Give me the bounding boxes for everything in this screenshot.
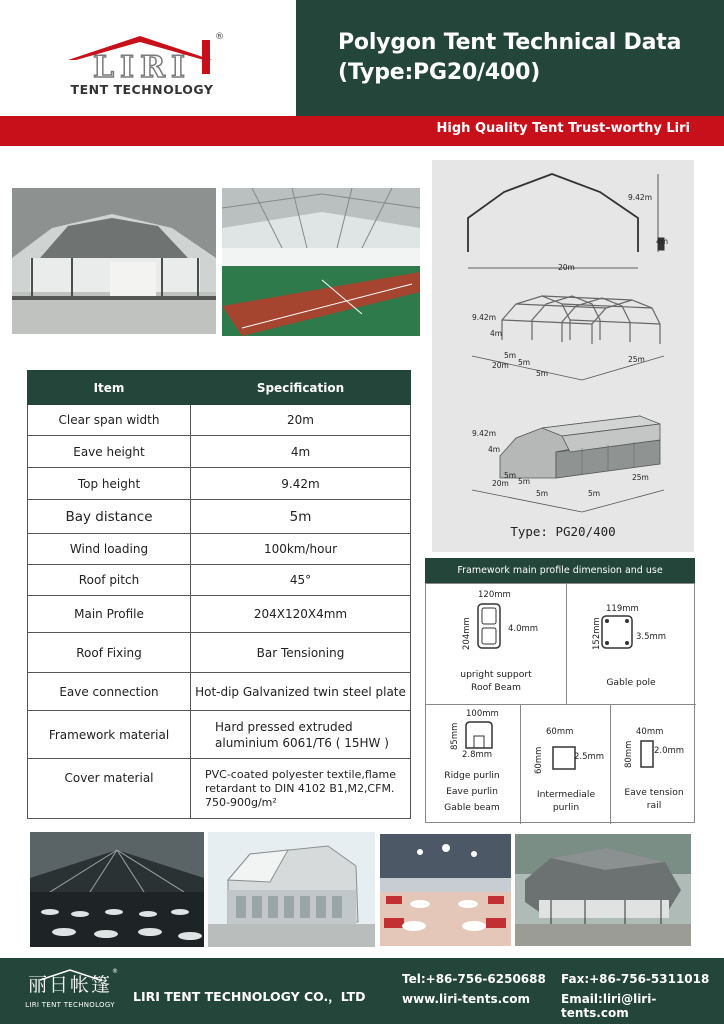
covered-bay-3: 5m [536,489,549,498]
footer-logo-chinese: 丽日帐篷 [27,974,112,996]
liri-logo [62,32,222,98]
divider [566,584,567,704]
spec-cell: 4m [191,436,411,468]
email-link[interactable]: Email:liri@liri-tents.com [561,992,657,1020]
type-caption: Type: PG20/400 [510,524,616,539]
item-cell: Roof pitch [28,565,191,596]
company-name: LIRI TENT TECHNOLOGY CO.，LTD [133,989,366,1004]
profile5-use: Eave tension rail [624,787,684,811]
spec-cell: PVC-coated polyester textile,flame retardant to DIN 4102 B1,M2,CFM. 750-900g/m² [191,759,411,819]
item-cell: Bay distance [28,500,191,534]
table-row [28,436,411,468]
footer-registered-mark: ® [112,968,118,975]
table-row [28,500,411,534]
profile4-width: 60mm [546,727,574,737]
item-cell: Wind loading [28,534,191,565]
profile3-thickness: 2.8mm [462,750,493,760]
profile2-use: Gable pole [606,677,656,688]
covered-top-label: 9.42m [472,429,497,438]
header-item: Item [28,371,191,405]
tent-exterior-photo [208,832,375,947]
table-row [28,596,411,633]
table-row [28,405,411,436]
spec-cell: Hard pressed extruded aluminium 6061/T6 ( 15HW ) [191,711,411,759]
profile5-width: 40mm [636,727,664,737]
profile4-height: 60mm [534,746,544,774]
item-cell: Eave height [28,436,191,468]
profile3-width: 100mm [466,709,499,719]
table-row [28,468,411,500]
profile-section-icon [470,600,510,656]
table-row [28,711,411,759]
framework-title: Framework main profile dimension and use [425,558,695,583]
logo-subtitle: TENT TECHNOLOGY [70,82,214,97]
profile2-width: 119mm [606,604,639,614]
page-title: Polygon Tent Technical Data (Type:PG20/400) [338,30,682,85]
spec-cell: 9.42m [191,468,411,500]
tent-construction-photo [515,834,691,946]
item-cell: Roof Fixing [28,633,191,673]
profile1-thickness: 4.0mm [508,624,539,634]
tennis-court-photo [222,188,420,336]
spec-cell: Bar Tensioning [191,633,411,673]
banquet-hall-photo [30,832,204,947]
header-specification: Specification [191,371,411,405]
frame-bay-1: 5m [504,351,517,360]
spec-cell: Hot-dip Galvanized twin steel plate [191,673,411,711]
table-row [28,534,411,565]
framework-panel [425,583,695,823]
item-cell: Main Profile [28,596,191,633]
covered-bay-1: 5m [504,471,517,480]
profile1-width: 120mm [478,590,511,600]
profile5-height: 80mm [624,740,634,768]
tagline: High Quality Tent Trust-worthy Liri [436,121,690,136]
profile3-use: Ridge purlin Eave purlin Gable beam [444,770,500,813]
frame-eave-label: 4m [490,329,503,338]
spec-cell: 204X120X4mm [191,596,411,633]
profile1-height: 204mm [462,617,472,650]
frame-width-label: 20m [492,361,509,370]
footer-logo-english: LIRI TENT TECHNOLOGY [25,1001,115,1009]
tent-interior-photo [12,188,216,334]
profile-section-icon [598,612,638,656]
fax: Fax:+86-756-5311018 [561,972,710,986]
profile4-thickness: 2.5mm [574,752,605,762]
front-eave-label: 4m [656,237,669,246]
registered-mark: ® [215,32,224,42]
covered-bay-2: 5m [518,477,531,486]
front-span-label: 20m [558,263,575,272]
spec-cell: 45° [191,565,411,596]
covered-length-label: 25m [632,473,649,482]
divider [426,704,696,705]
front-height-label: 9.42m [628,193,653,202]
footer-logo [22,968,118,1014]
profile4-use: Intermediale purlin [536,789,596,813]
spec-cell: 5m [191,500,411,534]
covered-width-label: 20m [492,479,509,488]
profile2-thickness: 3.5mm [636,632,667,642]
profile5-thickness: 2.0mm [654,746,685,756]
frame-length-label: 25m [628,355,645,364]
item-cell: Framework material [28,711,191,759]
telephone: Tel:+86-756-6250688 [402,972,546,986]
item-cell: Eave connection [28,673,191,711]
item-cell: Clear span width [28,405,191,436]
item-cell: Cover material [28,759,191,819]
profile-section-icon [462,718,496,752]
divider [520,704,521,824]
frame-bay-3: 5m [536,369,549,378]
table-row [28,633,411,673]
front-elevation [468,174,664,268]
covered-isometric [472,416,664,512]
profile2-height: 152mm [592,617,602,650]
spec-cell: 20m [191,405,411,436]
logo-text: LIRI [92,50,192,85]
table-row [28,673,411,711]
event-interior-photo [380,834,511,946]
item-cell: Top height [28,468,191,500]
table-row [28,565,411,596]
profile3-height: 85mm [450,722,460,750]
covered-bay-4: 5m [588,489,601,498]
covered-eave-label: 4m [488,445,501,454]
profile1-use: upright support Roof Beam [460,669,532,693]
website-link[interactable]: www.liri-tents.com [402,992,531,1006]
table-row [28,759,411,819]
technical-drawings [432,160,694,552]
spec-table [27,370,411,819]
spec-table-header [28,371,411,405]
tent-drawing-svg [432,160,694,552]
divider [610,704,611,824]
spec-cell: 100km/hour [191,534,411,565]
frame-top-label: 9.42m [472,313,497,322]
frame-bay-2: 5m [518,358,531,367]
